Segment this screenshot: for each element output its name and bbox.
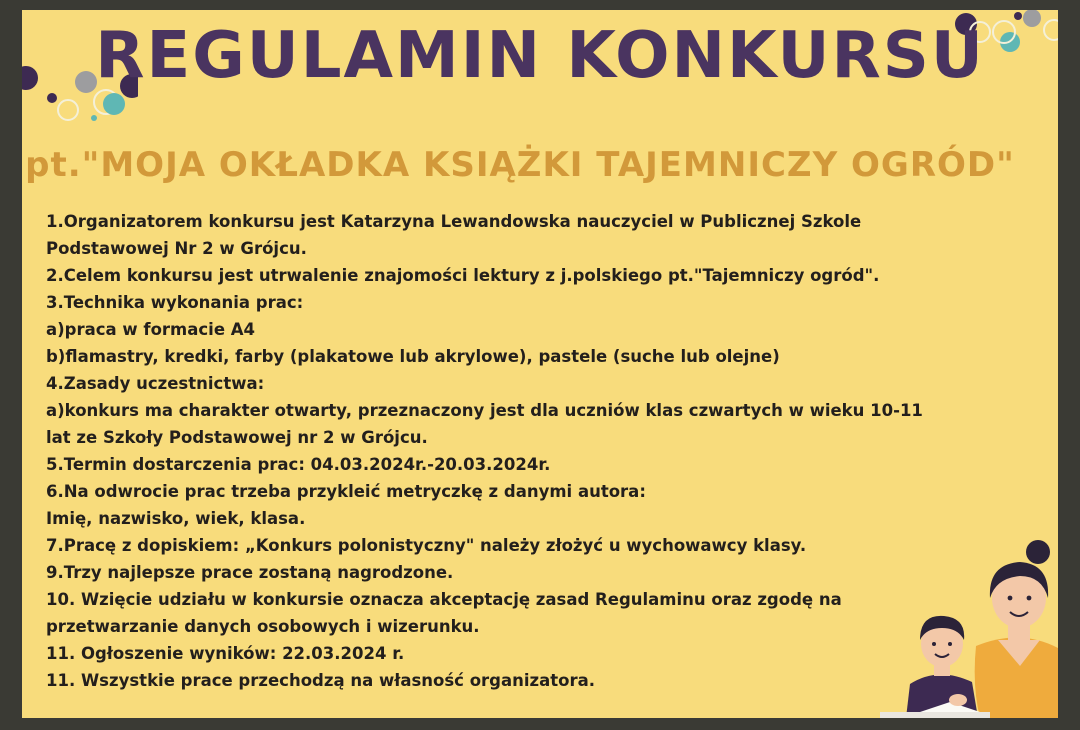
rule-line: 4.Zasady uczestnictwa: (46, 374, 265, 393)
rule-line: b)flamastry, kredki, farby (plakatowe lub akrylowe), pastele (suche lub olejne) (46, 347, 780, 366)
rule-line: 9.Trzy najlepsze prace zostaną nagrodzone. (46, 563, 454, 582)
teacher-and-student-illustration (880, 536, 1058, 718)
rule-line: przetwarzanie danych osobowych i wizerunku. (46, 617, 480, 636)
contest-poster (22, 10, 1058, 718)
rule-line: 10. Wzięcie udziału w konkursie oznacza akceptację zasad Regulaminu oraz zgodę na (46, 590, 842, 609)
poster-title: REGULAMIN KONKURSU (95, 19, 985, 93)
rule-line: 11. Wszystkie prace przechodzą na własność organizatora. (46, 671, 596, 690)
poster-subtitle: pt."MOJA OKŁADKA KSIĄŻKI TAJEMNICZY OGRÓD" (25, 145, 1015, 185)
rule-line: 3.Technika wykonania prac: (46, 293, 304, 312)
rule-line: a)konkurs ma charakter otwarty, przeznaczony jest dla uczniów klas czwartych w wieku 10-11 (46, 401, 923, 420)
rule-line: Imię, nazwisko, wiek, klasa. (46, 509, 306, 528)
rules-list (46, 208, 996, 694)
rule-line: 6.Na odwrocie prac trzeba przykleić metryczkę z danymi autora: (46, 482, 646, 501)
rule-line: 2.Celem konkursu jest utrwalenie znajomości lektury z j.polskiego pt."Tajemniczy ogród". (46, 266, 880, 285)
rule-line: Podstawowej Nr 2 w Grójcu. (46, 239, 307, 258)
rule-line: 5.Termin dostarczenia prac: 04.03.2024r.-20.03.2024r. (46, 455, 551, 474)
rule-line: 1.Organizatorem konkursu jest Katarzyna Lewandowska nauczyciel w Publicznej Szkole (46, 212, 862, 231)
rule-line: lat ze Szkoły Podstawowej nr 2 w Grójcu. (46, 428, 428, 447)
rule-line: 7.Pracę z dopiskiem: „Konkurs polonistyczny" należy złożyć u wychowawcy klasy. (46, 536, 807, 555)
rule-line: a)praca w formacie A4 (46, 320, 256, 339)
rule-line: 11. Ogłoszenie wyników: 22.03.2024 r. (46, 644, 405, 663)
